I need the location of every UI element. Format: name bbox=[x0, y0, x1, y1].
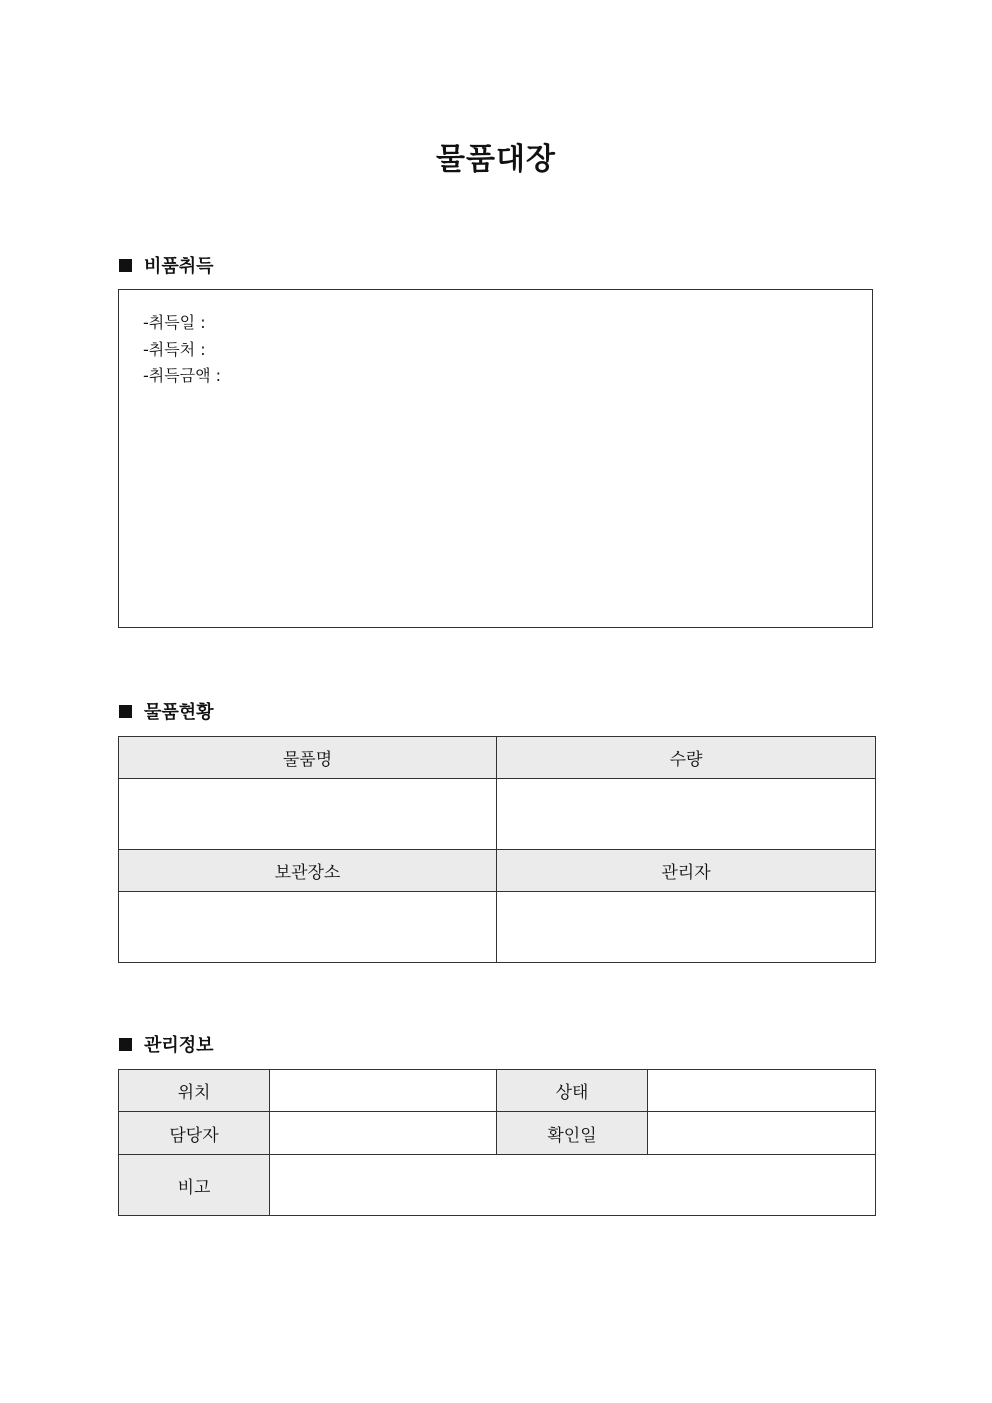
label-location: 위치 bbox=[119, 1070, 270, 1112]
acquisition-box[interactable] bbox=[118, 289, 873, 628]
manager-cell[interactable] bbox=[497, 892, 876, 963]
item-status-table bbox=[118, 736, 876, 963]
storage-location-cell[interactable] bbox=[119, 892, 497, 963]
item-name-cell[interactable] bbox=[119, 779, 497, 850]
page-title: 물품대장 bbox=[436, 142, 556, 177]
header-manager: 관리자 bbox=[497, 850, 876, 892]
acquisition-source-line: -취득처 : bbox=[143, 339, 206, 359]
management-info-table bbox=[118, 1069, 876, 1216]
acquisition-date-line: -취득일 : bbox=[143, 313, 206, 332]
section-heading-status bbox=[119, 699, 214, 723]
person-in-charge-value-cell[interactable] bbox=[270, 1112, 497, 1155]
quantity-cell[interactable] bbox=[497, 779, 876, 850]
label-remarks: 비고 bbox=[119, 1155, 270, 1216]
section-heading-label: 비품취득 bbox=[144, 256, 214, 277]
section-heading-label: 물품현황 bbox=[144, 702, 214, 723]
header-item-name: 물품명 bbox=[119, 737, 497, 779]
black-square-icon bbox=[119, 259, 132, 272]
black-square-icon bbox=[119, 705, 132, 718]
check-date-value-cell[interactable] bbox=[648, 1112, 876, 1155]
section-heading-acquisition bbox=[119, 253, 214, 277]
acquisition-amount-line: -취득금액 : bbox=[143, 366, 222, 385]
header-storage-location: 보관장소 bbox=[119, 850, 497, 892]
location-value-cell[interactable] bbox=[270, 1070, 497, 1112]
label-state: 상태 bbox=[497, 1070, 648, 1112]
black-square-icon bbox=[119, 1038, 132, 1051]
remarks-value-cell[interactable] bbox=[270, 1155, 876, 1216]
section-heading-label: 관리정보 bbox=[144, 1035, 214, 1056]
section-heading-management bbox=[119, 1032, 214, 1056]
label-person-in-charge: 담당자 bbox=[119, 1112, 270, 1155]
state-value-cell[interactable] bbox=[648, 1070, 876, 1112]
label-check-date: 확인일 bbox=[497, 1112, 648, 1155]
header-quantity: 수량 bbox=[497, 737, 876, 779]
